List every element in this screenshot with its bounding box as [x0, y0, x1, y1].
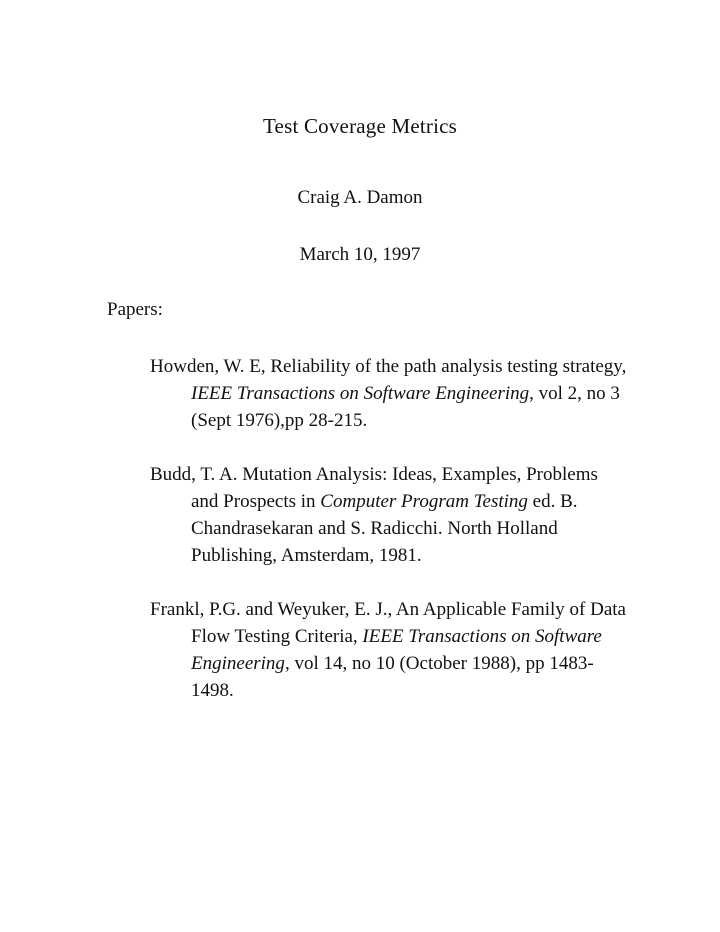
- reference-item: [150, 596, 630, 704]
- reference-venue: IEEE Transactions on Software Engineering: [191, 383, 530, 404]
- document-date: March 10, 1997: [299, 244, 421, 265]
- reference-details: , vol 2, no 3 (Sept 1976),pp 28-215.: [191, 383, 620, 431]
- author-name: Craig A. Damon: [297, 187, 423, 208]
- reference-details: ed. B. Chandrasekaran and S. Radicchi. North Holland Publishing, Amsterdam, 1981.: [191, 491, 578, 566]
- reference-text: Frankl, P.G. and Weyuker, E. J., An Applicable Family of Data Flow Testing Criteria,: [150, 599, 626, 647]
- reference-details: , vol 14, no 10 (October 1988), pp 1483-1498.: [191, 653, 594, 701]
- reference-text: Budd, T. A. Mutation Analysis: Ideas, Examples, Problems and Prospects in: [150, 464, 598, 512]
- papers-heading: Papers:: [107, 299, 163, 320]
- reference-venue: Computer Program Testing: [320, 491, 528, 512]
- reference-text: Howden, W. E, Reliability of the path analysis testing strategy,: [150, 356, 627, 377]
- reference-item: [150, 461, 630, 569]
- document-title: Test Coverage Metrics: [263, 114, 457, 138]
- reference-list: [150, 353, 630, 731]
- reference-venue: IEEE Transactions on Software Engineering: [191, 626, 602, 674]
- reference-item: [150, 353, 630, 434]
